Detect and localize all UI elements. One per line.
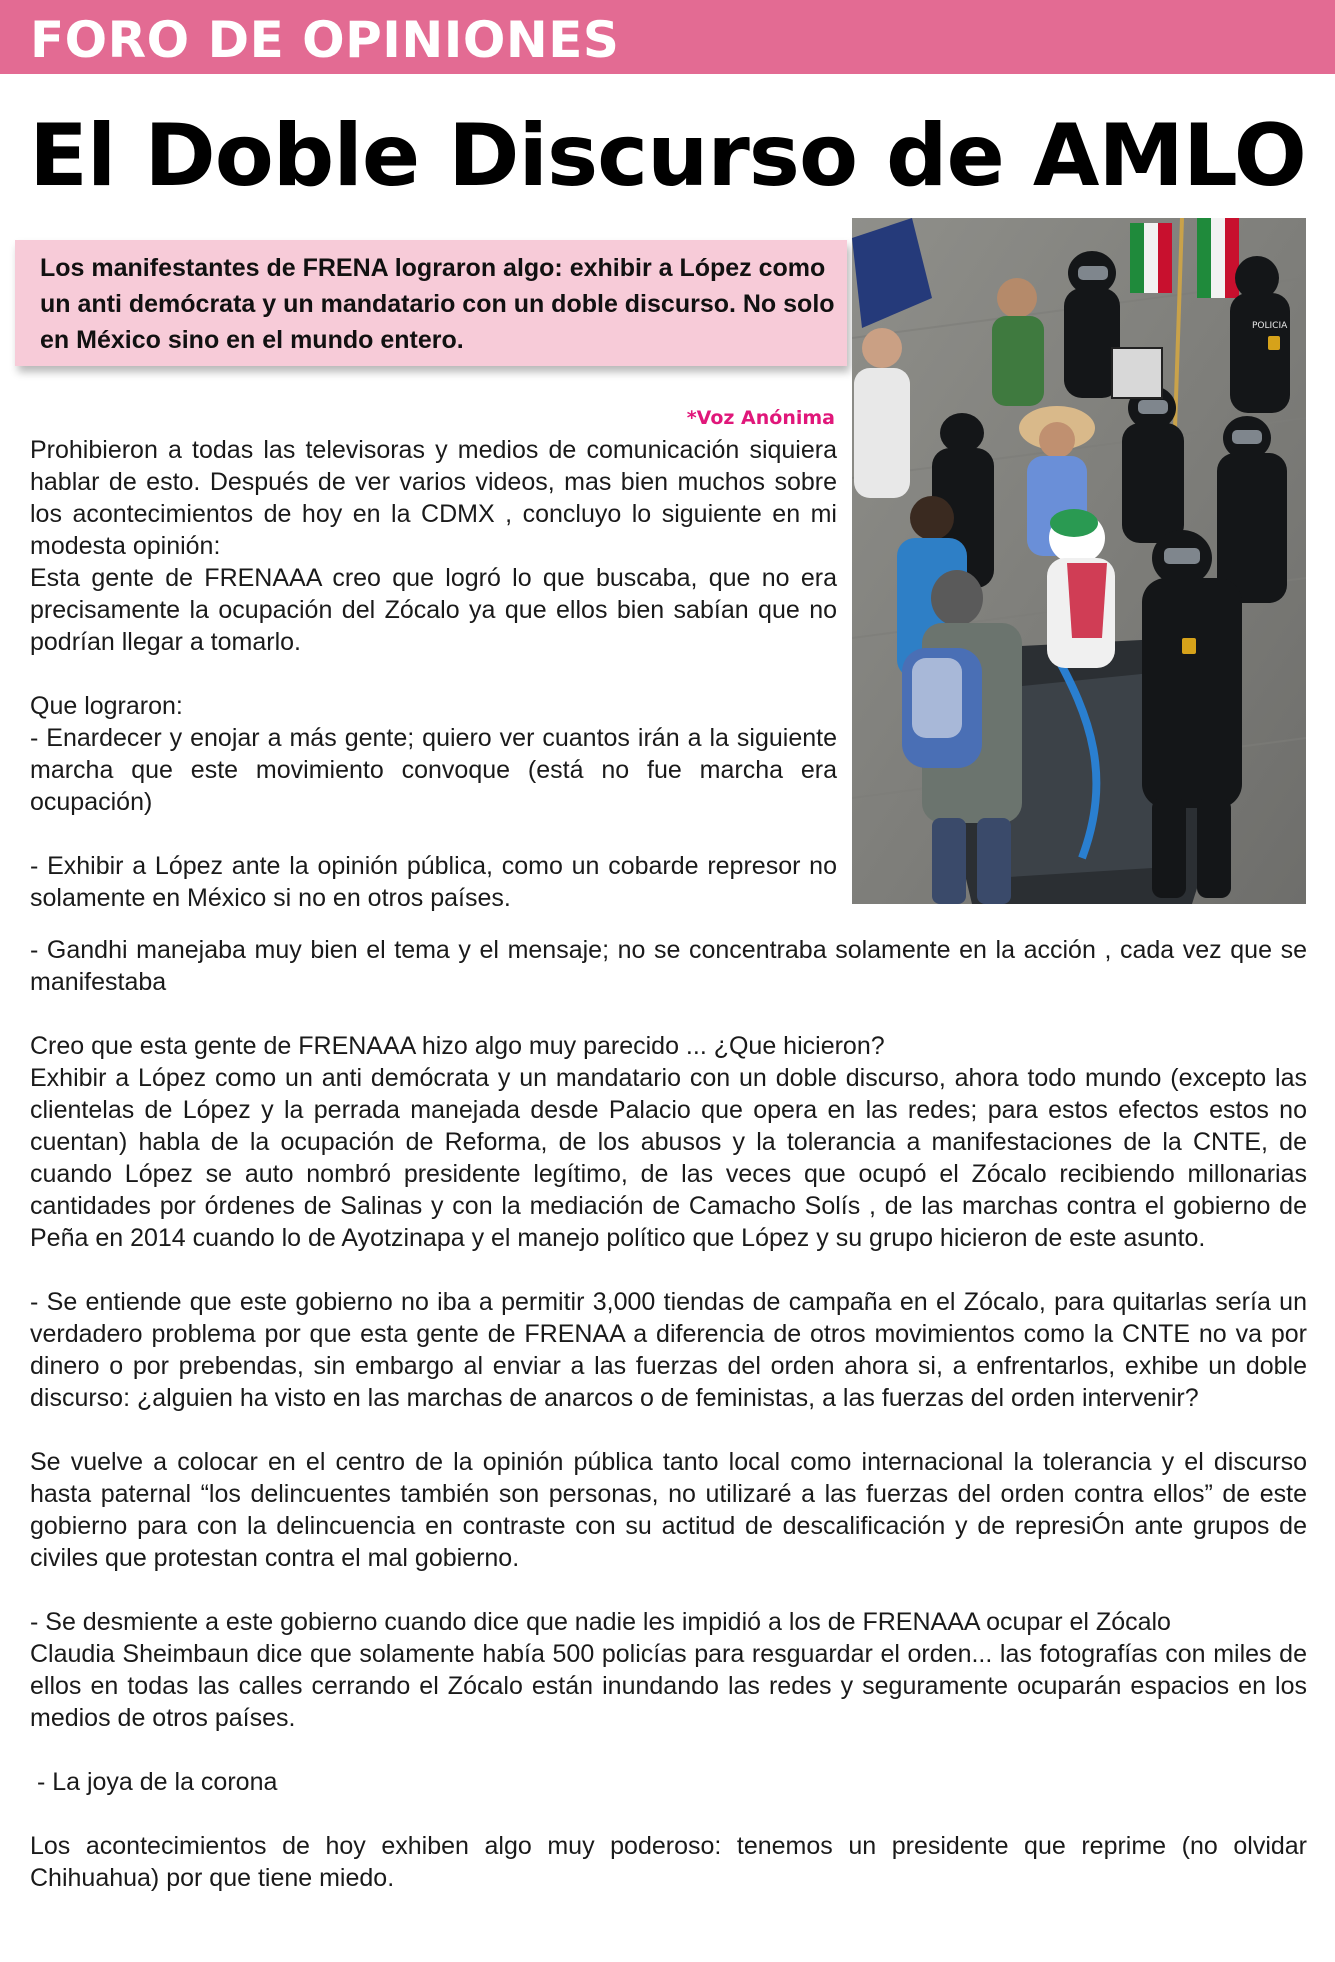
paragraph: - Enardecer y enojar a más gente; quiero ver cuantos irán a la siguiente marcha que este movimiento convoque (está no fue marcha era ocupación) bbox=[30, 724, 837, 816]
paragraph: Esta gente de FRENAAA creo que logró lo que buscaba, que no era precisamente la ocupación del Zócalo ya que ellos bien sabían que no podrían llegar a tomarlo. bbox=[30, 564, 837, 656]
section-banner bbox=[0, 0, 1335, 74]
paragraph: Que lograron: bbox=[30, 692, 183, 720]
article-title: El Doble Discurso de AMLO bbox=[29, 106, 1306, 206]
section-label: FORO DE OPINIONES bbox=[30, 11, 620, 69]
paragraph: Creo que esta gente de FRENAAA hizo algo muy parecido ... ¿Que hicieron? bbox=[30, 1032, 885, 1060]
paragraph: Claudia Sheimbaun dice que solamente había 500 policías para resguardar el orden... las fotografías con miles de ellos en todas las calles cerrando el Zócalo están inundando las redes y seguramente ocuparán espacios en los medios de otros países. bbox=[30, 1640, 1307, 1732]
paragraph: - Se desmiente a este gobierno cuando dice que nadie les impidió a los de FRENAAA ocupar el Zócalo bbox=[30, 1608, 1171, 1636]
paragraph: Prohibieron a todas las televisoras y medios de comunicación siquiera hablar de esto. Después de ver varios videos, mas bien muchos sobre los acontecimientos de hoy en la CDMX , concluyo lo siguiente en mi modesta opinión: bbox=[30, 436, 837, 560]
paragraph: - Se entiende que este gobierno no iba a permitir 3,000 tiendas de campaña en el Zócalo, para quitarlas sería un verdadero problema por que esta gente de FRENAA a diferencia de otros movimientos como la CNTE no va por dinero o por prebendas, sin embargo al enviar a las fuerzas del orden ahora si, a enfrentarlos, exhibe un doble discurso: ¿alguien ha visto en las marchas de anarcos o de feministas, a las fuerzas del orden intervenir? bbox=[30, 1288, 1307, 1412]
author-byline: *Voz Anónima bbox=[686, 407, 835, 429]
lede-box bbox=[15, 240, 847, 366]
paragraph: - Gandhi manejaba muy bien el tema y el mensaje; no se concentraba solamente en la acción , cada vez que se manifestaba bbox=[30, 936, 1307, 996]
article-body-text bbox=[30, 934, 1307, 1894]
protest-photo-illustration bbox=[852, 218, 1306, 904]
lede-text: Los manifestantes de FRENA lograron algo: exhibir a López como un anti demócrata y un mandatario con un doble discurso. No solo en México sino en el mundo entero. bbox=[40, 254, 835, 354]
article-photo bbox=[852, 218, 1306, 904]
paragraph: Se vuelve a colocar en el centro de la opinión pública tanto local como internacional la tolerancia y el discurso hasta paternal “los delincuentes también son personas, no utilizaré a las fuerzas del orden contra ellos” de este gobierno para con la delincuencia en contraste con su actitud de descalificación y de represiÓn ante grupos de civiles que protestan contra el mal gobierno. bbox=[30, 1448, 1307, 1572]
paragraph: Los acontecimientos de hoy exhiben algo muy poderoso: tenemos un presidente que reprime (no olvidar Chihuahua) por que tiene miedo. bbox=[30, 1832, 1307, 1892]
paragraph: - La joya de la corona bbox=[30, 1768, 278, 1796]
article-column-text bbox=[30, 434, 837, 914]
police-vest-text: POLICIA bbox=[1252, 321, 1288, 331]
paragraph: Exhibir a López como un anti demócrata y un mandatario con un doble discurso, ahora todo mundo (excepto las clientelas de López y la perrada manejada desde Palacio que opera en las redes; para estos efectos estos no cuentan) habla de la ocupación de Reforma, de los abusos y la tolerancia a manifestaciones de la CNTE, de cuando López se auto nombró presidente legítimo, de las veces que ocupó el Zócalo recibiendo millonarias cantidades por órdenes de Salinas y con la mediación de Camacho Solís , de las marchas contra el gobierno de Peña en 2014 cuando lo de Ayotzinapa y el manejo político que López y su grupo hicieron de este asunto. bbox=[30, 1064, 1307, 1252]
paragraph: - Exhibir a López ante la opinión pública, como un cobarde represor no solamente en México si no en otros países. bbox=[30, 852, 837, 912]
